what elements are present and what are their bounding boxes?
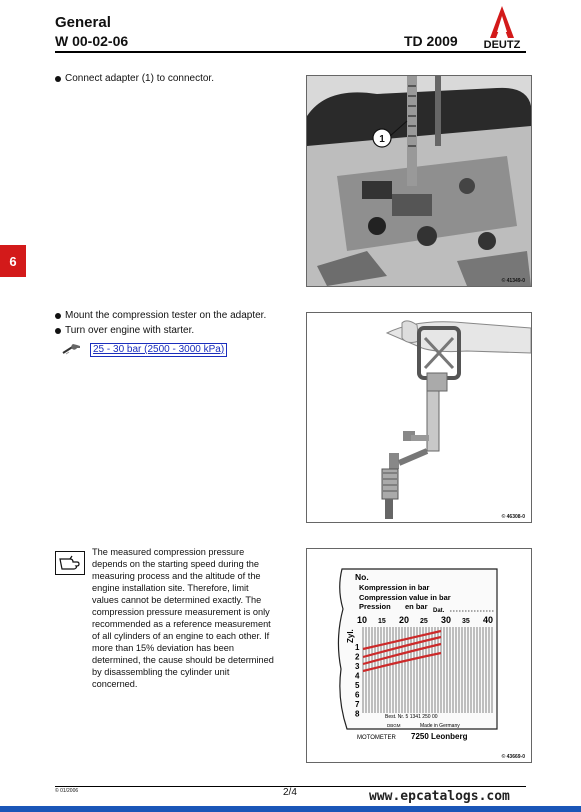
cylinder-row-label: 1 — [355, 643, 360, 652]
instruction-bullet — [55, 73, 214, 84]
bullet-dot — [55, 313, 61, 319]
scale-tick-label: 20 — [399, 615, 410, 625]
card-line-fr-a: Pression — [359, 602, 391, 611]
note-hand-icon — [55, 551, 85, 575]
engine-adapter-figure — [306, 75, 532, 287]
note-paragraph: The measured compression pressure depends on the starting speed during the measuring process and the altitude of the engine installation site. Therefore, limit values cannot be determined exactly. The compression pressure measurement is only recommended as a reference measurement of all cylinders of an engine to each other. If more than 15% deviation has been determined, the cause should be determined by disassembling the cylinder unit concerned. — [92, 547, 274, 689]
scale-tick-label: 10 — [357, 615, 368, 625]
page-number: 2/4 — [283, 787, 297, 798]
compression-tester-figure — [306, 312, 532, 523]
card-line-de: Kompression in bar — [359, 583, 430, 592]
compression-card-figure — [306, 548, 532, 763]
figure-id: © 41349-0 — [501, 278, 525, 284]
instruction-text: Turn over engine with starter. — [65, 325, 195, 336]
bullet-dot — [55, 76, 61, 82]
card-rows — [355, 643, 360, 719]
card-line-en: Compression value in bar — [359, 593, 451, 602]
svg-text:DEUTZ: DEUTZ — [483, 39, 521, 50]
scale-tick-label: 15 — [378, 618, 386, 625]
card-best-nr: Best. Nr. 5 1341 250 00 — [385, 714, 438, 720]
card-line-fr-b: en bar — [405, 602, 428, 611]
scale-tick-label: 25 — [420, 618, 428, 625]
wrench-icon — [62, 342, 82, 356]
watermark: www.epcatalogs.com — [369, 789, 510, 804]
cylinder-row-label: 3 — [355, 662, 360, 671]
document-code: W 00-02-06 — [55, 33, 129, 49]
deutz-logo — [474, 4, 530, 50]
scale-tick-label: 35 — [462, 618, 470, 625]
section-title: General — [55, 14, 111, 31]
footer-date: © 01/2006 — [55, 788, 79, 794]
card-dbgm: DBGM — [387, 723, 401, 728]
chapter-tab[interactable]: 6 — [0, 245, 26, 277]
cylinder-row-label: 4 — [355, 671, 360, 681]
header-rule — [55, 51, 526, 53]
cylinder-row-label: 8 — [355, 709, 360, 719]
cylinder-row-label: 5 — [355, 681, 360, 690]
figure-id: © 43669-0 — [501, 754, 525, 760]
callout-label: 1 — [379, 134, 385, 145]
instruction-bullet — [55, 325, 194, 336]
card-made-in: Made in Germany — [420, 723, 460, 729]
cylinder-row-label: 2 — [355, 652, 360, 662]
engine-model: TD 2009 — [404, 33, 458, 49]
figure-id: © 46308-0 — [501, 514, 525, 520]
card-dat: Dat. — [433, 608, 445, 614]
card-no-label: No. — [355, 572, 369, 582]
card-leonberg: 7250 Leonberg — [411, 732, 468, 741]
cylinder-row-label: 6 — [355, 690, 360, 700]
instruction-bullet — [55, 310, 266, 321]
card-motometer: MOTOMETER — [357, 735, 396, 741]
card-cyl-label: Zyl. — [346, 629, 355, 643]
scale-tick-label: 40 — [483, 615, 494, 625]
instruction-text: Connect adapter (1) to connector. — [65, 73, 214, 84]
compression-spec-link[interactable]: 25 - 30 bar (2500 - 3000 kPa) — [90, 343, 227, 357]
scale-tick-label: 30 — [441, 615, 452, 625]
bullet-dot — [55, 328, 61, 334]
instruction-text: Mount the compression tester on the adapter. — [65, 310, 267, 321]
cylinder-row-label: 7 — [355, 700, 360, 709]
bottom-accent-bar — [0, 806, 581, 812]
